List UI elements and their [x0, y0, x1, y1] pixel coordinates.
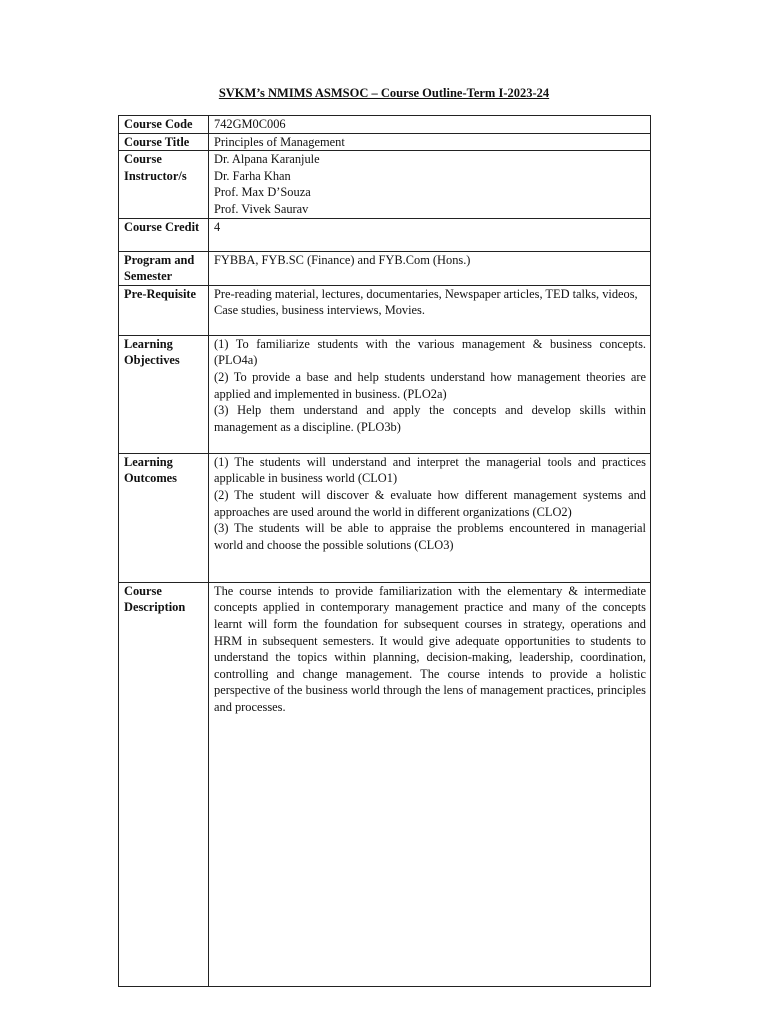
page-title: SVKM’s NMIMS ASMSOC – Course Outline-Term I-2023-24: [218, 86, 550, 100]
course-title-value: Principles of Management: [209, 133, 651, 151]
prerequisite-label: Pre-Requisite: [119, 285, 209, 335]
instructor-name: Dr. Farha Khan: [214, 168, 291, 183]
row-course-code: [119, 116, 651, 134]
objective-item: (1) To familiarize students with the various management & business concepts. (PLO4a): [214, 336, 646, 368]
outcome-item: (1) The students will understand and interpret the managerial tools and practices applicable in business world (CLO1): [214, 454, 646, 486]
row-course-title: [119, 133, 651, 151]
instructors-value: [209, 151, 651, 218]
credit-label: Course Credit: [119, 218, 209, 251]
learning-outcomes-label: Learning Outcomes: [119, 453, 209, 582]
program-label: Program and Semester: [119, 251, 209, 285]
description-value: The course intends to provide familiarization with the elementary & intermediate concepts applied in contemporary management practice and many of the concepts learnt will form the foundation for subsequent courses in strategy, operations and HRM in subsequent semesters. It would give adequate opportunities to students to understand the topics within planning, decision-making, leadership, coordination, controlling and change management. The course intends to provide a holistic perspective of the business world through the lens of management practices, principles and processes.: [209, 582, 651, 986]
description-label: Course Description: [119, 582, 209, 986]
course-code-label: Course Code: [119, 116, 209, 134]
instructor-name: Prof. Vivek Saurav: [214, 201, 309, 216]
learning-objectives-label: Learning Objectives: [119, 335, 209, 453]
course-title-label: Course Title: [119, 133, 209, 151]
prerequisite-value: Pre-reading material, lectures, documentaries, Newspaper articles, TED talks, videos, Case studies, business interviews, Movies.: [209, 285, 651, 335]
course-code-value: 742GM0C006: [209, 116, 651, 134]
instructors-label: Course Instructor/s: [119, 151, 209, 218]
objective-item: (3) Help them understand and apply the concepts and develop skills within management as a discipline. (PLO3b): [214, 403, 646, 434]
outcome-item: (3) The students will be able to appraise the problems encountered in managerial world and choose the possible solutions (CLO3): [214, 521, 646, 552]
instructor-name: Prof. Max D’Souza: [214, 185, 311, 200]
program-value: FYBBA, FYB.SC (Finance) and FYB.Com (Hons.): [209, 251, 651, 285]
row-learning-outcomes: [119, 453, 651, 582]
learning-outcomes-value: [209, 453, 651, 582]
row-program: [119, 251, 651, 285]
credit-value: 4: [209, 218, 651, 251]
row-prerequisite: [119, 285, 651, 335]
row-description: [119, 582, 651, 986]
objective-item: (2) To provide a base and help students understand how management theories are applied and implemented in business. (PLO2a): [214, 369, 646, 401]
row-instructors: [119, 151, 651, 218]
course-outline-table: [118, 115, 651, 987]
row-learning-objectives: [119, 335, 651, 453]
outcome-item: (2) The student will discover & evaluate how different management systems and approaches are used around the world in different organizations (CLO2): [214, 487, 646, 519]
learning-objectives-value: [209, 335, 651, 453]
row-credit: [119, 218, 651, 251]
instructor-name: Dr. Alpana Karanjule: [214, 152, 320, 167]
